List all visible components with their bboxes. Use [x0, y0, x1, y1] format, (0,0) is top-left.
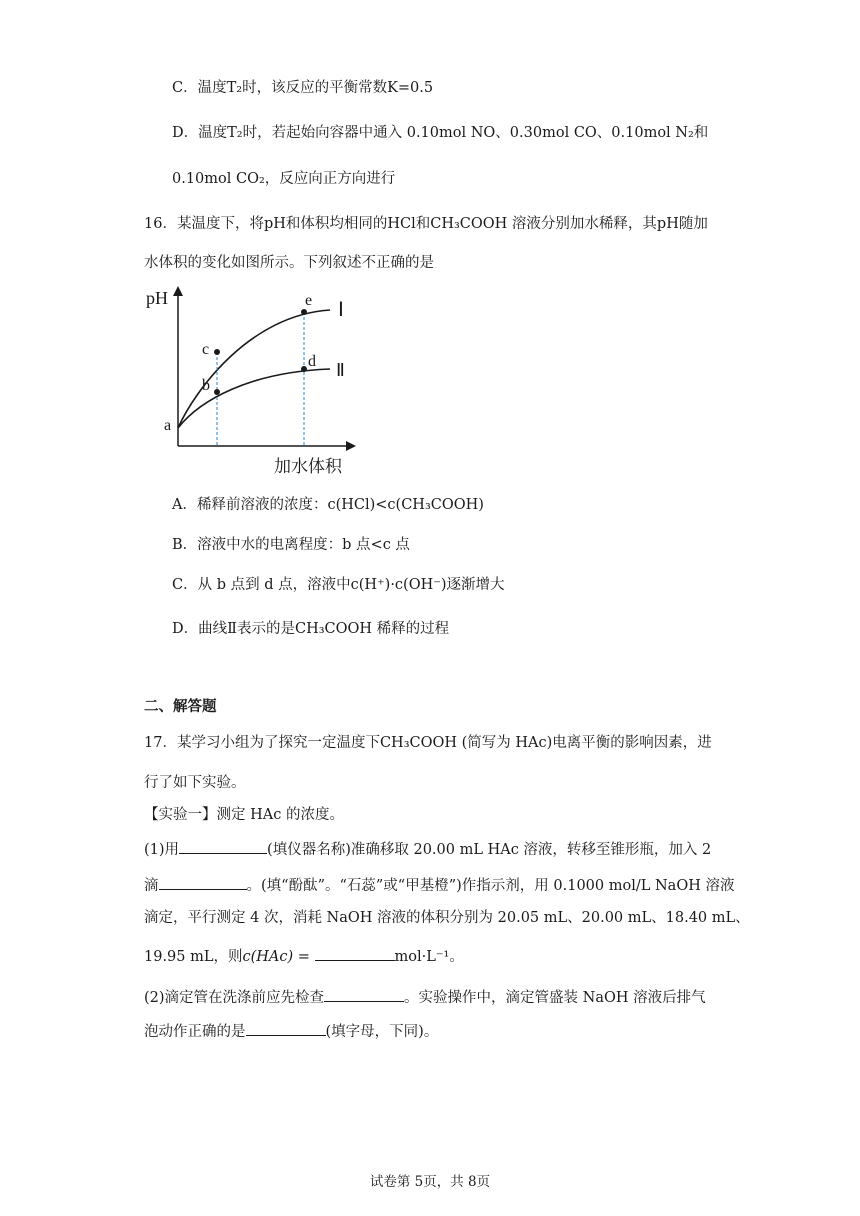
q17-stem-line1: 17．某学习小组为了探究一定温度下CH₃COOH (简写为 HAc)电离平衡的影响因素，进 — [144, 735, 712, 751]
y-axis-label: pH — [146, 288, 168, 308]
point-c-dot — [214, 349, 220, 355]
q15-option-d-line2: 0.10mol CO₂，反应向正方向进行 — [172, 171, 396, 187]
q17-p1-text-h: mol·L⁻¹。 — [394, 949, 464, 965]
q17-part2-line2 — [144, 1020, 438, 1042]
x-axis-arrow — [346, 441, 356, 451]
point-c-label: c — [202, 341, 210, 358]
q17-p1-text-d: 。(填“酚酞”。“石蕊”或“甲基橙”)作指示剂，用 0.1000 mol/L NaOH 溶液 — [246, 878, 735, 894]
q17-p1-text-g: c(HAc) = — [242, 949, 315, 965]
q16-stem-line2: 水体积的变化如图所示。下列叙述不正确的是 — [144, 255, 434, 271]
q17-p2-text-d: (填字母，下同)。 — [325, 1024, 439, 1040]
q17-p2-text-c: 泡动作正确的是 — [144, 1024, 246, 1040]
q16-option-d: D．曲线Ⅱ表示的是CH₃COOH 稀释的过程 — [172, 621, 450, 637]
q17-p2-text-a: (2)滴定管在洗涤前应先检查 — [144, 990, 325, 1006]
q17-p2-text-b: 。实验操作中，滴定管盛装 NaOH 溶液后排气 — [404, 990, 706, 1006]
curve-2 — [178, 369, 330, 428]
curve-1-label: Ⅰ — [338, 299, 344, 321]
q16-option-c: C．从 b 点到 d 点，溶液中c(H⁺)·c(OH⁻)逐渐增大 — [172, 577, 505, 593]
curve-2-label: Ⅱ — [336, 360, 345, 380]
y-axis-arrow — [173, 286, 183, 296]
point-b-dot — [214, 389, 220, 395]
point-b-label: b — [202, 377, 210, 394]
answer-blank-indicator[interactable] — [159, 874, 247, 890]
q17-p1-text-b: (填仪器名称)准确移取 20.00 mL HAc 溶液，转移至锥形瓶，加入 2 — [267, 842, 712, 858]
point-d-label: d — [308, 353, 316, 370]
point-a-label: a — [164, 417, 172, 434]
q17-part2-line1 — [144, 986, 706, 1008]
answer-blank-concentration[interactable] — [315, 945, 395, 961]
x-axis-label: 加水体积 — [274, 457, 342, 476]
q17-part1-line4 — [144, 945, 464, 967]
point-e-dot — [301, 309, 307, 315]
q17-stem-line2: 行了如下实验。 — [144, 775, 246, 791]
q16-stem-line1: 16．某温度下，将pH和体积均相同的HCl和CH₃COOH 溶液分别加水稀释，其pH随加 — [144, 216, 708, 232]
ph-dilution-graph — [146, 280, 380, 480]
answer-blank-check[interactable] — [324, 986, 404, 1002]
answer-blank-operation[interactable] — [246, 1020, 326, 1036]
q15-option-d-line1: D．温度T₂时，若起始向容器中通入 0.10mol NO、0.30mol CO、0.10mol N₂和 — [172, 125, 709, 141]
page-footer: 试卷第 5页，共 8页 — [369, 1174, 491, 1190]
q17-p1-text-a: (1)用 — [144, 842, 180, 858]
q16-option-a: A．稀释前溶液的浓度：c(HCl)<c(CH₃COOH) — [172, 497, 484, 513]
experiment-1-heading: 【实验一】测定 HAc 的浓度。 — [144, 807, 344, 823]
q17-part1-line3: 滴定，平行测定 4 次，消耗 NaOH 溶液的体积分别为 20.05 mL、20.00 mL、18.40 mL、 — [144, 910, 750, 926]
q17-p1-text-c: 滴 — [144, 878, 159, 894]
q17-part1-line2 — [144, 874, 734, 896]
q17-p1-text-f: 19.95 mL，则 — [144, 949, 243, 965]
q15-option-c: C．温度T₂时，该反应的平衡常数K=0.5 — [172, 80, 434, 96]
section-title: 二、解答题 — [144, 698, 217, 715]
point-e-label: e — [305, 292, 313, 309]
q17-part1-line1 — [144, 838, 711, 860]
answer-blank-instrument[interactable] — [179, 838, 267, 854]
point-d-dot — [301, 366, 307, 372]
q16-option-b: B．溶液中水的电离程度：b 点<c 点 — [172, 537, 410, 553]
